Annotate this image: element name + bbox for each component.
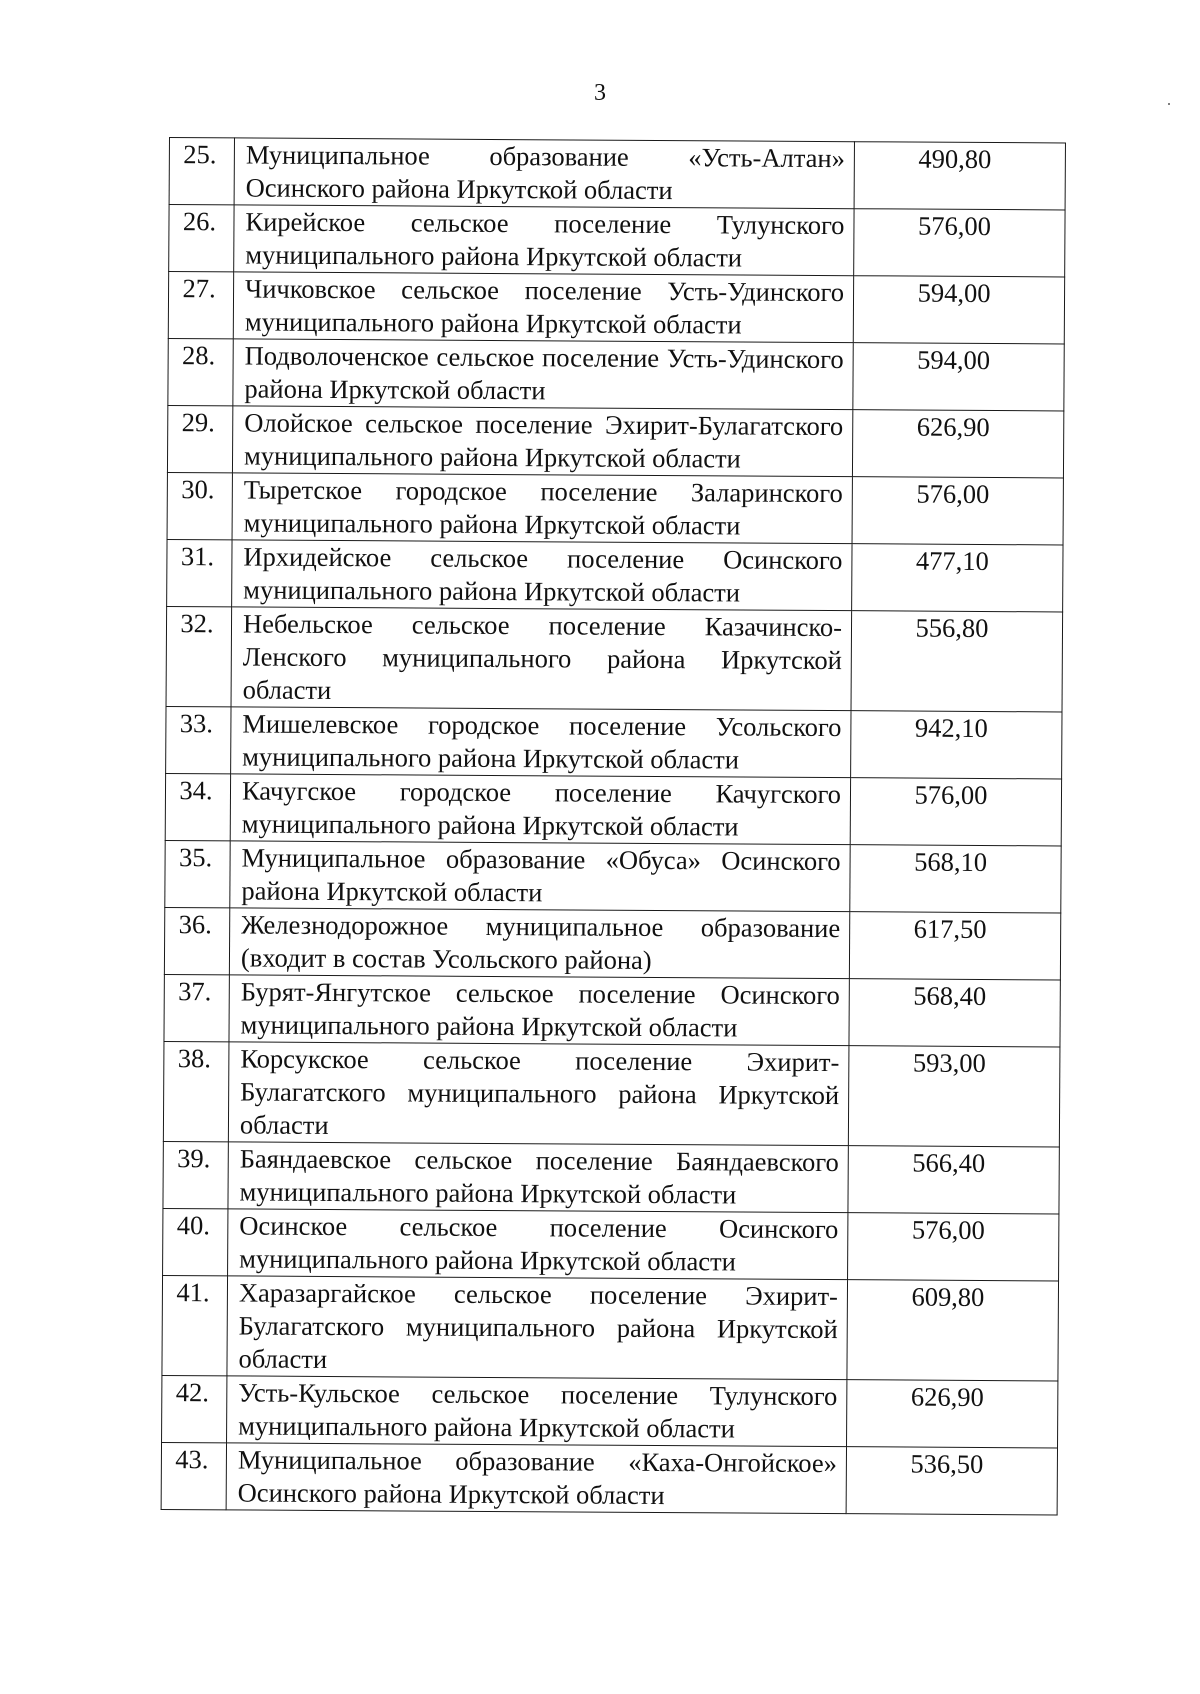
row-number: 34.	[165, 773, 230, 840]
amount-value: 942,10	[851, 711, 1062, 779]
allocation-table	[161, 137, 1066, 1515]
row-number: 40.	[163, 1208, 228, 1275]
municipality-name: Чичковское сельское поселение Усть-Удинского муниципального района Иркутской области	[233, 272, 853, 343]
amount-value: 568,40	[849, 979, 1060, 1047]
table-body	[161, 138, 1065, 1515]
row-number: 43.	[161, 1442, 226, 1509]
row-number: 39.	[163, 1141, 228, 1208]
municipality-name: Кирейское сельское поселение Тулунского муниципального района Иркутской области	[234, 205, 854, 276]
table-row	[164, 907, 1060, 979]
row-number: 37.	[164, 974, 229, 1041]
amount-value: 568,10	[850, 845, 1061, 913]
municipality-name: Муниципальное образование «Усть-Алтан» Осинского района Иркутской области	[234, 138, 854, 209]
table-row	[163, 1041, 1060, 1146]
row-number: 31.	[167, 539, 232, 606]
row-number: 25.	[169, 138, 234, 205]
table-row	[169, 205, 1065, 277]
table-row	[162, 1375, 1058, 1447]
row-number: 35.	[165, 840, 230, 907]
row-number: 30.	[167, 472, 232, 539]
amount-value: 576,00	[850, 778, 1061, 846]
row-number: 27.	[168, 272, 233, 339]
table-row	[162, 1275, 1059, 1380]
table-row	[169, 138, 1065, 210]
municipality-name: Железнодорожное муниципальное образование (входит в состав Усольского района)	[229, 908, 849, 979]
municipality-name: Баяндаевское сельское поселение Баяндаевского муниципального района Иркутской области	[228, 1142, 848, 1213]
amount-value: 594,00	[853, 343, 1064, 411]
municipality-name: Харазаргайское сельское поселение Эхирит-Булагатского муниципального района Иркутской области	[227, 1276, 848, 1380]
municipality-name: Ирхидейское сельское поселение Осинского муниципального района Иркутской области	[232, 540, 852, 611]
table-row	[166, 606, 1063, 711]
municipality-name: Олойское сельское поселение Эхирит-Булагатского муниципального района Иркутской области	[232, 406, 852, 477]
table-row	[168, 338, 1064, 410]
amount-value: 626,90	[847, 1380, 1058, 1448]
amount-value: 566,40	[848, 1146, 1059, 1214]
row-number: 41.	[162, 1275, 228, 1375]
row-number: 38.	[163, 1041, 229, 1141]
table-row	[164, 974, 1060, 1046]
row-number: 42.	[162, 1375, 227, 1442]
municipality-name: Мишелевское городское поселение Усольского муниципального района Иркутской области	[231, 707, 851, 778]
municipality-name: Бурят-Янгутское сельское поселение Осинского муниципального района Иркутской области	[229, 975, 849, 1046]
table-row	[167, 539, 1063, 611]
row-number: 33.	[166, 706, 231, 773]
amount-value: 556,80	[851, 611, 1063, 712]
table-row	[163, 1141, 1059, 1213]
municipality-name: Тыретское городское поселение Заларинского муниципального района Иркутской области	[232, 473, 852, 544]
municipality-name: Осинское сельское поселение Осинского муниципального района Иркутской области	[228, 1209, 848, 1280]
municipality-name: Корсукское сельское поселение Эхирит-Булагатского муниципального района Иркутской области	[228, 1042, 849, 1146]
amount-value: 576,00	[848, 1213, 1059, 1281]
amount-value: 576,00	[852, 477, 1063, 545]
row-number: 32.	[166, 606, 232, 706]
amount-value: 626,90	[852, 410, 1063, 478]
amount-value: 536,50	[846, 1447, 1057, 1515]
table-row	[166, 706, 1062, 778]
row-number: 36.	[164, 907, 229, 974]
row-number: 28.	[168, 338, 233, 405]
municipality-name: Муниципальное образование «Каха-Онгойское» Осинского района Иркутской области	[226, 1443, 846, 1514]
scan-speck	[1168, 103, 1170, 105]
table-row	[165, 773, 1061, 845]
table-row	[161, 1442, 1057, 1514]
row-number: 26.	[169, 205, 234, 272]
amount-value: 477,10	[852, 544, 1063, 612]
table-row	[165, 840, 1061, 912]
table-row	[168, 272, 1064, 344]
amount-value: 490,80	[854, 142, 1065, 210]
municipality-name: Небельское сельское поселение Казачинско-Ленского муниципального района Иркутской области	[231, 607, 852, 711]
row-number: 29.	[167, 405, 232, 472]
table-row	[163, 1208, 1059, 1280]
municipality-name: Усть-Кульское сельское поселение Тулунского муниципального района Иркутской области	[227, 1376, 847, 1447]
amount-value: 593,00	[848, 1046, 1060, 1147]
municipality-name: Подволоченское сельское поселение Усть-Удинского района Иркутской области	[233, 339, 853, 410]
municipality-name: Муниципальное образование «Обуса» Осинского района Иркутской области	[230, 841, 850, 912]
page-number: 3	[594, 80, 606, 106]
amount-value: 609,80	[847, 1280, 1059, 1381]
amount-value: 594,00	[853, 276, 1064, 344]
municipality-name: Качугское городское поселение Качугского муниципального района Иркутской области	[230, 774, 850, 845]
table-row	[167, 405, 1063, 477]
amount-value: 576,00	[854, 209, 1065, 277]
amount-value: 617,50	[849, 912, 1060, 980]
table-row	[167, 472, 1063, 544]
